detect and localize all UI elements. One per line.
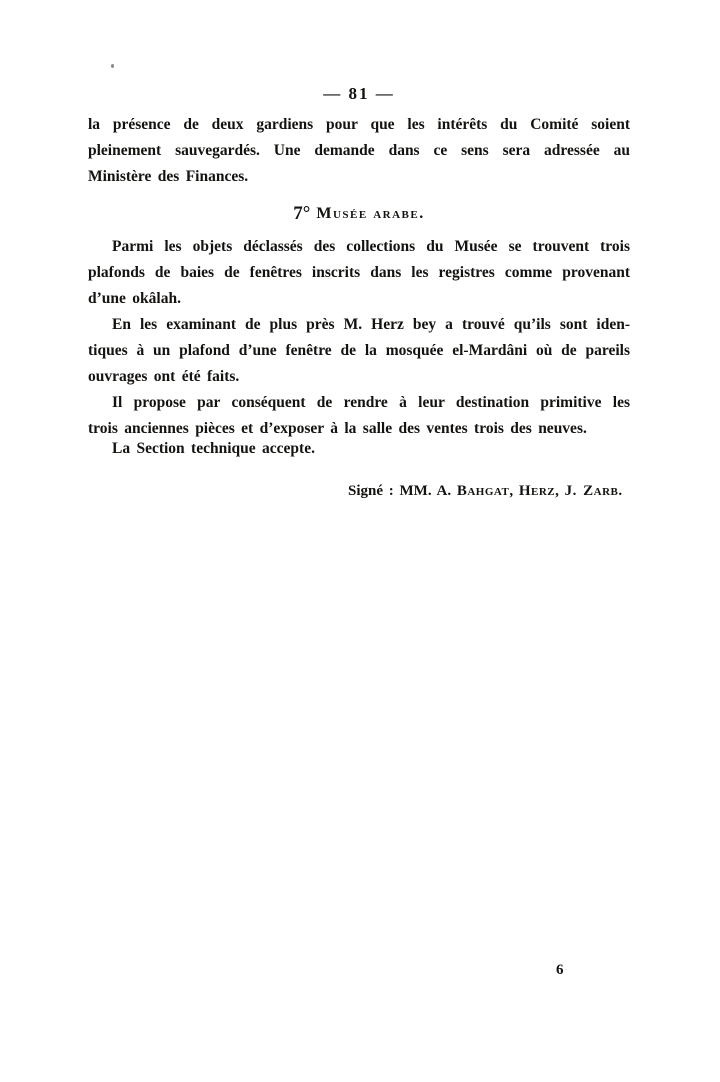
text-line: Ministère des Finances.	[88, 168, 249, 185]
paragraph	[88, 390, 630, 442]
section-heading	[88, 203, 630, 225]
signatory-name: Herz	[518, 483, 556, 499]
text-line: La Section technique accepte.	[112, 440, 315, 457]
signature-line	[348, 478, 622, 504]
paragraph-continuation	[88, 112, 630, 190]
signatory-name: Bahgat	[456, 483, 510, 499]
section-number: 7°	[293, 203, 311, 224]
text-line: ouvrages ont été faits.	[88, 368, 240, 385]
signatory-name: J. Zarb	[564, 483, 619, 499]
text-line: Il propose par conséquent de rendre à leur destination primitive les	[112, 394, 630, 411]
text-line: plafonds de baies de fenêtres inscrits dans les registres comme provenant	[88, 264, 630, 281]
section-title: Musée arabe.	[316, 205, 425, 222]
signature-separator: ,	[509, 483, 519, 499]
signature-period: .	[618, 483, 623, 499]
paragraph	[88, 436, 630, 462]
paragraph	[88, 234, 630, 312]
text-line: la présence de deux gardiens pour que les intérêts du Comité soient	[88, 116, 630, 133]
text-line: trois anciennes pièces et d’exposer à la salle des ventes trois des neuves.	[88, 420, 587, 437]
signature-separator: ,	[555, 483, 565, 499]
text-line: En les examinant de plus près M. Herz bey a trouvé qu’ils sont iden-	[112, 316, 630, 333]
text-line: d’une okâlah.	[88, 290, 181, 307]
text-line: Parmi les objets déclassés des collections du Musée se trouvent trois	[112, 238, 630, 255]
text-line: tiques à un plafond d’une fenêtre de la mosquée el-Mardâni où de pareils	[88, 342, 630, 359]
page-header-number: — 81 —	[323, 84, 395, 103]
page-footer-number: 6	[556, 962, 564, 978]
signature-lead: Signé : MM. A.	[348, 483, 457, 499]
scan-speck	[111, 64, 114, 68]
text-line: pleinement sauvegardés. Une demande dans ce sens sera adressée au	[88, 142, 630, 159]
paragraph	[88, 312, 630, 390]
